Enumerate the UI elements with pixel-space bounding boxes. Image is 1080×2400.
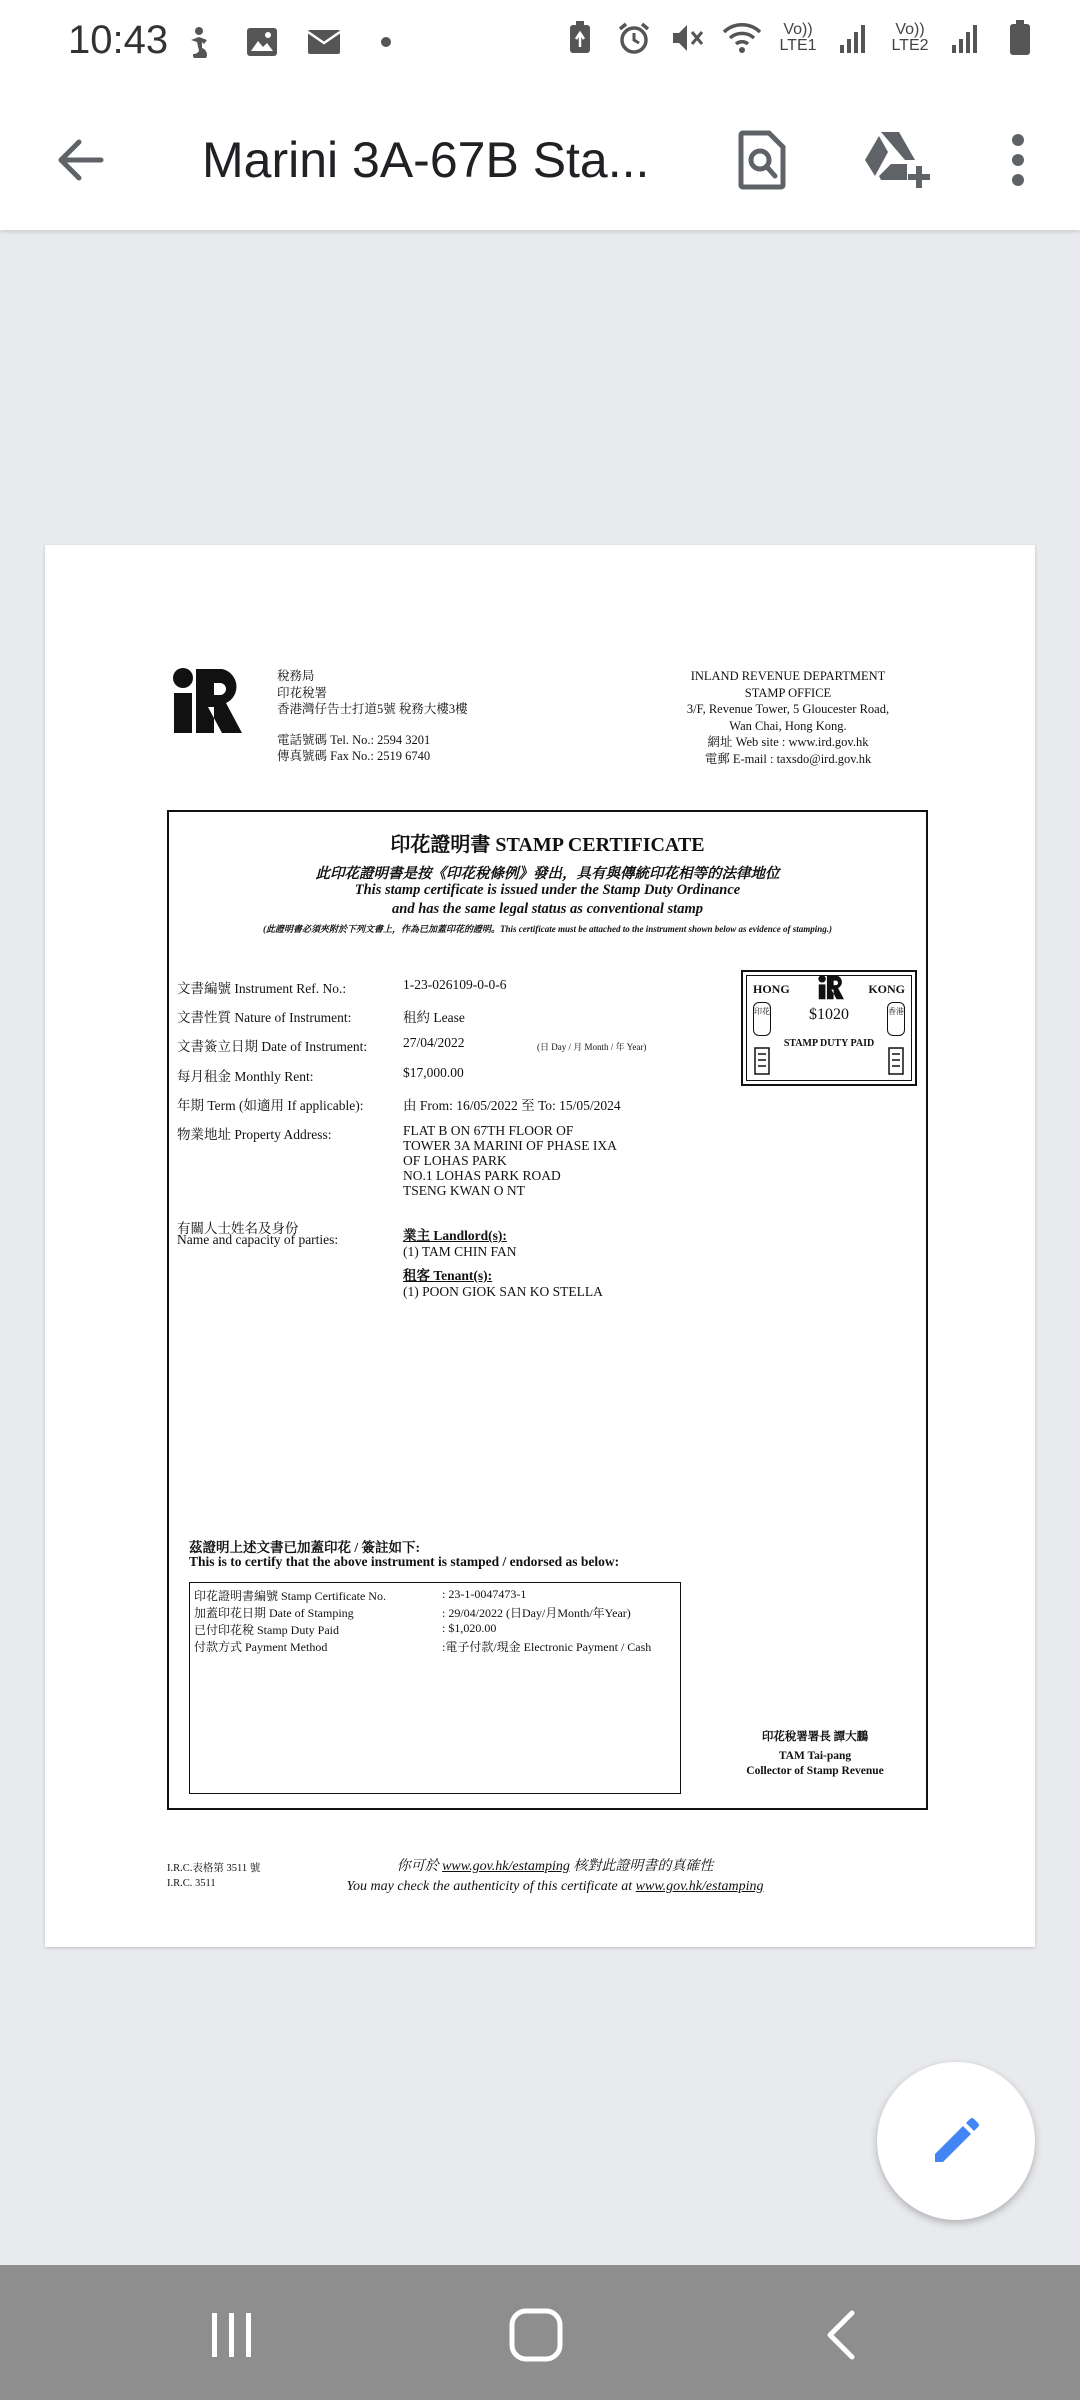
- header-address-zh: [277, 668, 468, 765]
- wifi-icon: [722, 18, 762, 58]
- estamping-link[interactable]: www.gov.hk/estamping: [635, 1879, 764, 1894]
- address-line: NO.1 LOHAS PARK ROAD: [403, 1168, 561, 1183]
- stamp-certificate: [167, 810, 928, 1810]
- stamp-hong: HONG: [753, 982, 790, 996]
- certificate-subtitle-en: and has the same legal status as conventional stamp: [392, 901, 703, 917]
- stamp-side-right: 香港: [887, 1002, 905, 1036]
- find-in-page-button[interactable]: [722, 120, 802, 200]
- instrument-ref-value: 1-23-026109-0-0-6: [403, 977, 507, 992]
- detail-label: 加蓋印花日期 Date of Stamping: [194, 1606, 354, 1620]
- alarm-icon: [614, 18, 654, 58]
- signatory: [709, 1730, 921, 1779]
- check-text-zh: 你可於: [396, 1859, 443, 1874]
- add-to-drive-button[interactable]: [858, 120, 938, 200]
- address-line: TSENG KWAN O NT: [403, 1183, 525, 1198]
- header-fax: 傳真號碼 Fax No.: 2519 6740: [277, 749, 431, 763]
- header-address-en: [643, 668, 933, 767]
- form-no-zh: I.R.C.表格第 3511 號: [167, 1863, 261, 1874]
- header-line: STAMP OFFICE: [744, 685, 832, 700]
- mute-icon: [668, 18, 708, 58]
- signatory-zh: 印花稅署署長 譚大鵬: [761, 1731, 869, 1743]
- stamp-kong: KONG: [868, 982, 905, 996]
- signatory-title: Collector of Stamp Revenue: [746, 1765, 884, 1777]
- stamp-ornament-icon: [753, 1046, 771, 1076]
- address-line: FLAT B ON 67TH FLOOR OF: [403, 1123, 574, 1138]
- document-page[interactable]: [45, 545, 1035, 1947]
- landlord-heading: 業主 Landlord(s):: [403, 1228, 507, 1243]
- stamp-ornament-icon: [887, 1046, 905, 1076]
- tenant-name: (1) POON GIOK SAN KO STELLA: [403, 1284, 603, 1299]
- certificate-subtitle-zh: 此印花證明書是按《印花稅條例》發出，具有與傳統印花相等的法律地位: [315, 866, 780, 882]
- header-line: 香港灣仔告士打道5號 稅務大樓3樓: [277, 702, 468, 716]
- home-icon: [508, 2307, 564, 2363]
- header-line: INLAND REVENUE DEPARTMENT: [690, 669, 886, 683]
- more-options-button[interactable]: [978, 120, 1058, 200]
- add-to-drive-icon: [863, 130, 933, 190]
- authenticity-note: [245, 1857, 865, 1897]
- find-in-page-icon: [737, 130, 787, 190]
- back-nav-button[interactable]: [800, 2295, 880, 2375]
- field-label: 年期 Term (如適用 If applicable):: [177, 1098, 364, 1113]
- header-line: 3/F, Revenue Tower, 5 Gloucester Road,: [686, 702, 890, 716]
- signal-icon: [946, 18, 986, 58]
- recents-icon: [207, 2311, 257, 2359]
- home-button[interactable]: [496, 2295, 576, 2375]
- ird-logo-icon: [170, 665, 244, 735]
- stamp-side-left: 印花: [753, 1002, 771, 1036]
- header-tel: 電話號碼 Tel. No.: 2594 3201: [277, 732, 431, 747]
- field-label: 文書簽立日期 Date of Instrument:: [177, 1039, 368, 1054]
- certificate-note: (此證明書必須夾附於下列文書上，作為已加蓋印花的證明。This certificate must be attached to the instrument shown below as evidence of stamping.): [262, 924, 832, 934]
- estamping-link[interactable]: www.gov.hk/estamping: [442, 1859, 570, 1874]
- sim2-label: Vo)) LTE2: [891, 21, 929, 54]
- address-line: OF LOHAS PARK: [403, 1153, 507, 1168]
- sim1-label: Vo)) LTE1: [779, 21, 817, 54]
- signatory-name: TAM Tai-pang: [778, 1750, 852, 1762]
- certificate-title: 印花證明書 STAMP CERTIFICATE: [390, 834, 705, 856]
- certificate-subtitle-en: This stamp certificate is issued under the Stamp Duty Ordinance: [354, 882, 741, 898]
- term-value: 由 From: 16/05/2022 至 To: 15/05/2024: [403, 1098, 621, 1113]
- stamp-duty-paid-seal: [741, 970, 917, 1086]
- battery-icon: [1000, 18, 1040, 58]
- address-line: TOWER 3A MARINI OF PHASE IXA: [403, 1138, 617, 1153]
- arrow-back-icon: [55, 138, 105, 182]
- header-email: 電郵 E-mail : taxsdo@ird.gov.hk: [704, 751, 872, 766]
- system-icons: [560, 18, 1040, 58]
- detail-label: 印花證明書編號 Stamp Certificate No.: [194, 1589, 386, 1603]
- gallery-icon: [242, 22, 282, 62]
- stamping-details-box: [189, 1582, 681, 1794]
- parties-label-en: Name and capacity of parties:: [177, 1232, 339, 1247]
- status-bar: [0, 0, 1080, 90]
- status-time: 10:43: [68, 18, 169, 62]
- field-label: 文書性質 Nature of Instrument:: [177, 1010, 352, 1025]
- certify-text-zh: 茲證明上述文書已加蓋印花 / 簽註如下:: [189, 1540, 420, 1555]
- more-vert-icon: [1010, 133, 1026, 187]
- navigation-bar: [0, 2265, 1080, 2400]
- landlord-name: (1) TAM CHIN FAN: [403, 1244, 517, 1259]
- document-title: Marini 3A-67B Sta...: [202, 132, 650, 188]
- field-label: 物業地址 Property Address:: [177, 1127, 332, 1142]
- tenant-heading: 租客 Tenant(s):: [403, 1268, 493, 1283]
- detail-label: 已付印花稅 Stamp Duty Paid: [194, 1623, 340, 1637]
- field-label: 文書編號 Instrument Ref. No.:: [177, 981, 347, 996]
- date-of-stamping-value: : 29/04/2022 (日Day/月Month/年Year): [442, 1606, 631, 1620]
- stamp-paid-label: STAMP DUTY PAID: [783, 1038, 875, 1049]
- recents-button[interactable]: [192, 2295, 272, 2375]
- stamp-amount: $1020: [809, 1006, 849, 1023]
- detail-label: 付款方式 Payment Method: [194, 1640, 328, 1654]
- signal-icon: [834, 18, 874, 58]
- header-web: 網址 Web site : www.ird.gov.hk: [707, 735, 869, 749]
- header-line: 稅務局: [277, 669, 315, 683]
- monthly-rent-value: $17,000.00: [403, 1065, 464, 1080]
- edit-fab-button[interactable]: [877, 2062, 1035, 2220]
- header-line: Wan Chai, Hong Kong.: [729, 718, 847, 733]
- nature-value: 租約 Lease: [403, 1010, 465, 1025]
- form-no-en: I.R.C. 3511: [167, 1878, 216, 1889]
- back-icon: [822, 2309, 858, 2361]
- payment-method-value: :電子付款/現金 Electronic Payment / Cash: [442, 1640, 652, 1654]
- check-text-en: You may check the authenticity of this certificate at: [346, 1879, 636, 1894]
- notification-icons: [180, 22, 406, 62]
- accessibility-icon: [180, 22, 220, 62]
- certify-text-en: This is to certify that the above instrument is stamped / endorsed as below:: [189, 1554, 620, 1569]
- field-label: 每月租金 Monthly Rent:: [177, 1069, 314, 1084]
- battery-saver-icon: [560, 18, 600, 58]
- stamp-certificate-no-value: : 23-1-0047473-1: [442, 1587, 527, 1601]
- date-format-hint: (日 Day / 月 Month / 年 Year): [537, 1042, 647, 1052]
- edit-icon: [929, 2114, 983, 2168]
- dot-icon: [366, 22, 406, 62]
- app-bar: [0, 90, 1080, 230]
- ird-logo-icon: [814, 974, 848, 1000]
- header-line: 印花稅署: [277, 685, 328, 700]
- mail-icon: [304, 22, 344, 62]
- date-of-instrument-value: 27/04/2022: [403, 1035, 465, 1050]
- parties-label-zh: 有關人士姓名及身份: [177, 1221, 299, 1236]
- back-button[interactable]: [44, 124, 116, 196]
- stamp-duty-paid-value: : $1,020.00: [442, 1621, 497, 1635]
- check-text-zh: 核對此證明書的真確性: [569, 1859, 714, 1874]
